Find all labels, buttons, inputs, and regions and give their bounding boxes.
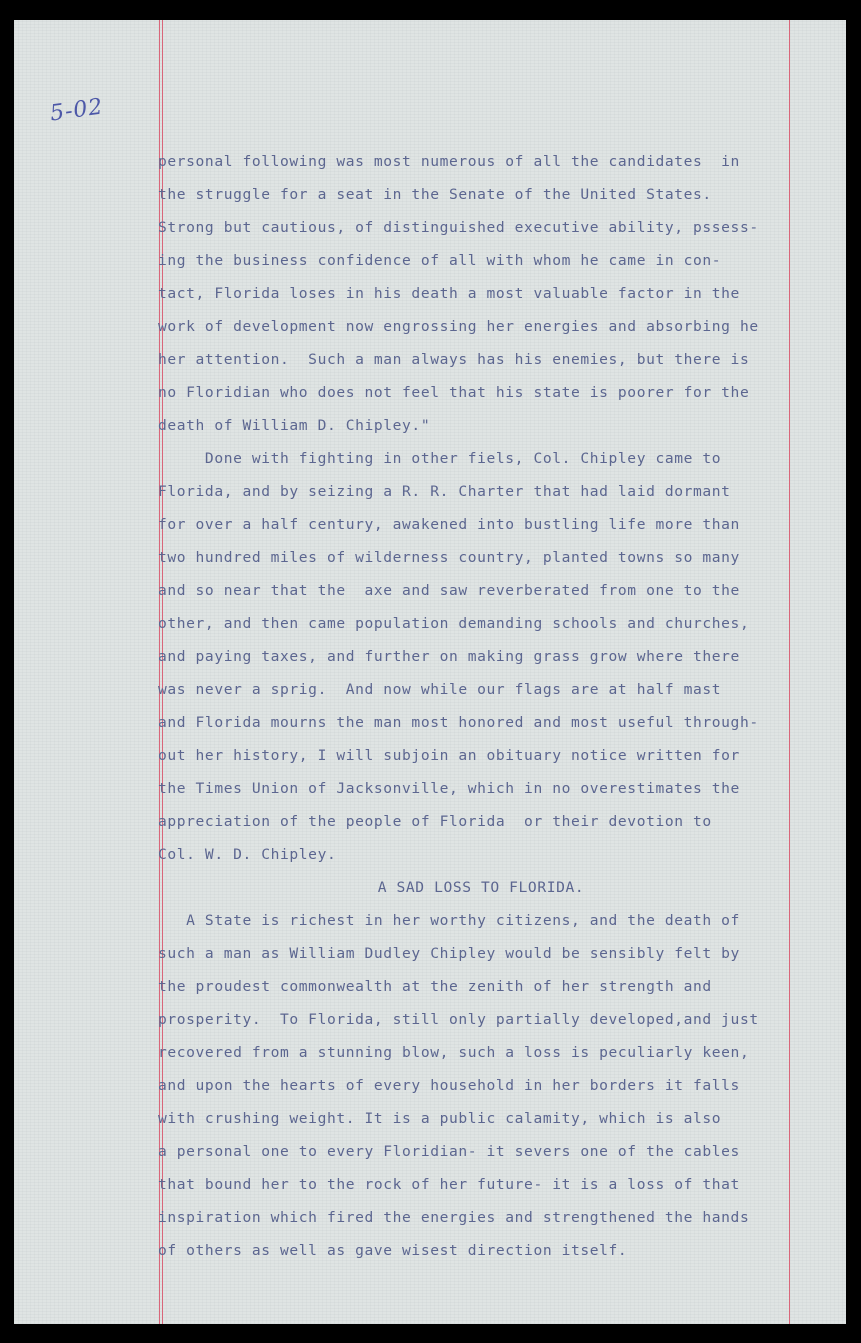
text-line: prosperity. To Florida, still only partially developed,and just — [158, 1011, 759, 1028]
text-line: a personal one to every Floridian- it severs one of the cables — [158, 1143, 740, 1160]
text-line: such a man as William Dudley Chipley would be sensibly felt by — [158, 945, 740, 962]
text-line: that bound her to the rock of her future- it is a loss of that — [158, 1176, 740, 1193]
text-line: appreciation of the people of Florida or their devotion to — [158, 813, 712, 830]
text-line: was never a sprig. And now while our flags are at half mast — [158, 681, 722, 698]
text-line: the proudest commonwealth at the zenith of her strength and — [158, 978, 712, 995]
text-line: inspiration which fired the energies and strengthened the hands — [158, 1209, 750, 1226]
text-line: and so near that the axe and saw reverberated from one to the — [158, 582, 740, 599]
text-line: Strong but cautious, of distinguished executive ability, pssess- — [158, 219, 759, 236]
text-line: tact, Florida loses in his death a most valuable factor in the — [158, 285, 740, 302]
text-line: Florida, and by seizing a R. R. Charter that had laid dormant — [158, 483, 731, 500]
text-line: out her history, I will subjoin an obituary notice written for — [158, 747, 740, 764]
section-heading: A SAD LOSS TO FLORIDA. — [377, 879, 585, 896]
text-line: the Times Union of Jacksonville, which in no overestimates the — [158, 780, 740, 797]
text-line: death of William D. Chipley." — [158, 417, 431, 434]
text-line: her attention. Such a man always has his enemies, but there is — [158, 351, 750, 368]
text-line: two hundred miles of wilderness country, planted towns so many — [158, 549, 740, 566]
text-line: ing the business confidence of all with whom he came in con- — [158, 252, 722, 269]
text-line: and Florida mourns the man most honored and most useful through- — [158, 714, 759, 731]
text-line: A State is richest in her worthy citizens, and the death of — [158, 912, 740, 929]
text-line: Col. W. D. Chipley. — [158, 846, 337, 863]
text-line: and upon the hearts of every household in her borders it falls — [158, 1077, 740, 1094]
handwritten-page-number: 5-02 — [48, 94, 105, 127]
text-line: the struggle for a seat in the Senate of the United States. — [158, 186, 712, 203]
text-line: of others as well as gave wisest direction itself. — [158, 1242, 628, 1259]
text-line: and paying taxes, and further on making grass grow where there — [158, 648, 740, 665]
text-line: Done with fighting in other fiels, Col. Chipley came to — [158, 450, 722, 467]
text-line: no Floridian who does not feel that his state is poorer for the — [158, 384, 750, 401]
text-line: with crushing weight. It is a public calamity, which is also — [158, 1110, 722, 1127]
typed-text-body — [158, 145, 818, 1267]
text-line: recovered from a stunning blow, such a loss is peculiarly keen, — [158, 1044, 750, 1061]
text-line: work of development now engrossing her energies and absorbing he — [158, 318, 759, 335]
text-line: for over a half century, awakened into bustling life more than — [158, 516, 740, 533]
text-line: personal following was most numerous of all the candidates in — [158, 153, 740, 170]
text-line: other, and then came population demanding schools and churches, — [158, 615, 750, 632]
